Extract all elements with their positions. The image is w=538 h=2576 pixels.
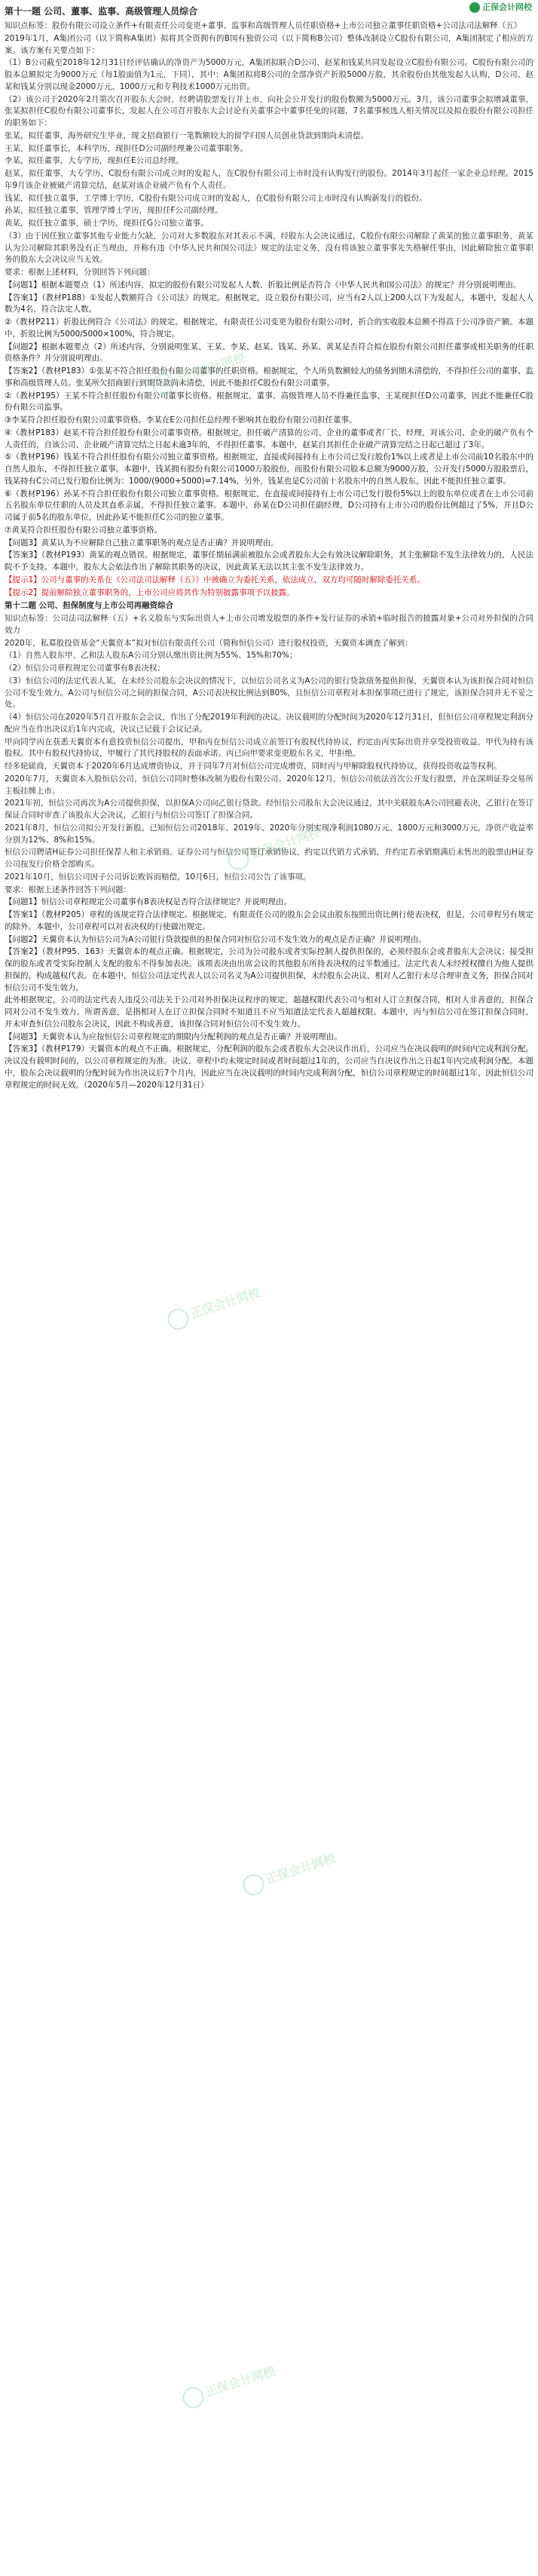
answer-paragraph: 【答案2】（教材P95、163）天翼资本的观点正确。根据规定，公司为公司股东或者实际控制人提供担保的，必须经股东会或者股东大会决议；接受担保的股东或者受实际控制人支配的股东不得参加表决。该项表决由出席会议的其他股东所持表决权的过半数通过。法定代表人未经授权擅自为他人提供担保的，构成越权代表。在本题中，恒信公司法定代表人以公司名义为A公司提供担保，未经股东会决议，相对人乙银行未尽合理审查义务，担保合同对恒信公司不发生效力。 xyxy=(5,947,533,992)
logo-circle-icon xyxy=(469,2,480,13)
body-paragraph: 经多轮磋商，天翼资本于2020年6月达成增资协议，并于同年7月对恒信公司完成增资，同时丙与甲解除股权代持协议，获得投资收益等权利。 xyxy=(5,762,502,771)
question-paragraph: 【问题1】恒信公司章程规定公司董事有8表决权是否符合法律规定？并说明理由。 xyxy=(5,897,292,907)
watermark: 正保会计网校 xyxy=(150,348,248,397)
question-paragraph: 【问题2】根据本题要点（2）所述内容，分别说明张某、王某、李某、赵某、钱某、孙某、黄某是否符合拟在股份有限公司担任董事或相关职务的任职资格条件？并分别说明理由。 xyxy=(5,342,533,363)
body-paragraph: 钱某，拟任独立董事，工学博士学历，C股份有限公司成立时的发起人，在C股份有限公司上市时没有认购新发行的股份。 xyxy=(5,193,427,203)
brand-logo xyxy=(469,2,532,14)
body-paragraph: （3）恒信公司的法定代表人某，在未经公司股东会决议的情况下，以恒信公司名义为A公司的银行贷款债务提供担保，天翼资本认为该担保合同对恒信公司不发生效力。A公司与恒信公司之间的担保合同，A公司表决权比例达到80%，且恒信公司章程对本担保事项已进行了规定，该担保合同并无不妥之处。 xyxy=(5,676,533,710)
body-paragraph: 赵某，拟任董事，大专学历，C股份有限公司成立时的发起人，在C股份有限公司上市时没有认购发行的股份。2014年3月起任一家企业总经理。2015年9月该企业被破产清算完结，赵某对该企业破产负有个人责任。 xyxy=(5,169,533,190)
answer-paragraph: ②（教材P211）折股比例符合《公司法》的规定。根据规定，有限责任公司变更为股份有限公司时，折合的实收股本总额不得高于公司净资产额。本题中，折股比例为5000/5000×100%，符合规定。 xyxy=(5,317,533,339)
answer-paragraph: 【答案3】（教材P193）黄某的观点错误。根据规定，董事任期届满前被股东会或者股东大会有效决议解除职务，其主张解除不发生法律效力的，人民法院不予支持。本题中，股东大会依法作出了解除其职务的决议，因此黄某无法以其主张不发生法律效力。 xyxy=(5,550,533,572)
answer-paragraph: 此外根据规定，公司的法定代表人违反公司法关于公司对外担保决议程序的规定，超越权限代表公司与相对人订立担保合同，相对人非善意的，担保合同对公司不发生效力。所谓善意，是指相对人在订立担保合同时不知道且不应当知道法定代表人超越权限。本题中，丙与恒信公司在签订担保合同时，并未审查恒信公司股东会决议，因此不构成善意，该担保合同对恒信公司不发生效力。 xyxy=(5,995,533,1029)
body-paragraph: 孙某，拟任独立董事，管理学博士学历，现担任F公司副经理。 xyxy=(5,206,223,216)
body-paragraph: （2）恒信公司章程规定公司董事有8表决权； xyxy=(5,664,165,673)
section-title: 第十一题 公司、董事、监事、高级管理人员综合 xyxy=(5,6,198,17)
question-paragraph: 【问题3】天翼资本认为应按恒信公司章程规定的期限内分配利润的观点是否正确？并说明理由。 xyxy=(5,1032,342,1041)
section-heading: 第十二题 公司、担保制度与上市公司再融资综合 xyxy=(5,601,174,611)
body-paragraph: 2021年8月，恒信公司拟公开发行新股。已知恒信公司2018年、2019年、2020年分别实现净利润1080万元、1800万元和3000万元，净资产收益率分别为12%、8%和15%。 xyxy=(5,823,533,845)
answer-paragraph: ⑤（教材P196）钱某不符合担任股份有限公司独立董事资格。根据规定，直接或间接持有上市公司已发行股份1%以上或者是上市公司前10名股东中的自然人股东，不得担任独立董事。本题中，钱某拥有股份有限公司1000万股股份，而股份有限公司股本总额为9000万股，公开发行5000万股股票后，钱某持有C公司已发行股份比例为：1000/(9000+5000)=7.14%，另外，钱某也是C公司前十名股东中的自然人股东，因此不能担任独立董事。 xyxy=(5,452,533,486)
tip-paragraph: 【提示2】提前解除独立董事职务的，上市公司应将其作为特别披露事项予以披露。 xyxy=(5,587,295,597)
answer-paragraph: ⑦黄某符合担任股份有限公司独立董事资格。 xyxy=(5,525,162,535)
body-paragraph: （4）恒信公司在2020年5月召开股东会会议，作出了分配2019年利润的决议。决议载明的分配时间为2020年12月31日，但恒信公司章程规定利润分配应当在作出决议后1年内完成，决议已记载于会议记录。 xyxy=(5,713,533,734)
body-paragraph: 王某，拟任董事长，本科学历，现担任D公司副经理兼公司董事职务。 xyxy=(5,143,249,153)
tip-paragraph: 【提示1】公司与董事的关系在《公司法司法解释（五）》中被确立为委托关系，依法成立，双方均可随时解除委托关系。 xyxy=(5,575,425,584)
body-paragraph: 知识点标签：公司法司法解释（五）+名义股东与实际出资人+上市公司增发股票的条件+发行证券的承销+临时报告的披露对象+公司对外担保的合同效力 xyxy=(5,614,533,635)
body-paragraph: 2020年7月，天翼资本入股恒信公司，恒信公司同时整体改制为股份有限公司。2020年12月，恒信公司依法首次公开发行股票，并在深圳证券交易所主板挂牌上市。 xyxy=(5,774,533,796)
answer-paragraph: 【答案2】（教材P183）①张某不符合担任股份有限公司董事的任职资格。根据规定，个人所负数额较大的债务到期未清偿的，不得担任公司的董事、监事和高级管理人员。张某所欠招商银行到期贷款尚未清偿，因此不能担任C股份有限公司董事。 xyxy=(5,366,533,388)
body-paragraph: （2）该公司于2020年2月第次召开股东大会时，经聘请股票发行并上市，向社会公开发行的股份数额为5000万元。3月，该公司董事会拟增减董事，张某拟担任C股份有限公司董事长，发起人在公司召开股东大会讨论有关董事会中董事任免的问题，7名董事候选人相关情况以及拟在股份有限公司担任的职务如下： xyxy=(5,94,533,127)
body-paragraph: （1）自然人股东甲、乙和法人股东A公司分别认缴出资比例为55%、15%和70%； xyxy=(5,651,298,661)
body-paragraph: 李某，拟任董事，大专学历，现担任E公司总经理。 xyxy=(5,156,184,166)
body-paragraph: 甲向同学丙在获悉天翼资本有意投资恒信公司提出，甲和丙在恒信公司成立前签订有股权代持协议，约定由丙实际出资并享受投资收益，甲代为持有该股权。其中有股权代持协议，甲履行了其代持股权的表面承诺。丙已向甲要求变更股东名义，甲拒绝。 xyxy=(5,737,533,759)
body-paragraph: 要求：根据上述材料，分别回答下列问题： xyxy=(5,268,155,277)
answer-paragraph: 【答案3】（教材P179）天翼资本的观点不正确。根据规定，分配利润的股东会或者股东大会决议作出后，公司应当在决议载明的时间内完成利润分配。决议没有载明时间的，以公司章程规定的为准。决议、章程中均未规定时间或者时间超过1年的，公司应当自决议作出之日起1年内完成利润分配。本题中，股东会决议载明的分配时间为作出决议后7个月内，因此应当在决议载明的时间内完成利润分配，恒信公司章程规定的时间超过1年，因此恒信公司章程规定的时间无效。（2020年5月—2020年12月31日） xyxy=(5,1044,533,1090)
body-paragraph: 2020年，私募股投资基金“天翼资本”拟对恒信有限责任公司（简称恒信公司）进行股权投资，天翼资本调查了解到： xyxy=(5,638,413,648)
answer-paragraph: ④（教材P183）赵某不符合担任股份有限公司董事资格。根据规定，担任破产清算的公司、企业的董事或者厂长、经理，对该公司、企业的破产负有个人责任的，自该公司、企业破产清算完结之日起未逾3年的，不得担任董事。本题中，赵某自其担任企业破产清算完结之日起已超过了3年。 xyxy=(5,428,533,449)
document-body xyxy=(5,20,533,1091)
answer-paragraph: 【答案1】（教材P188）①发起人数额符合《公司法》的规定。根据规定，设立股份有限公司，应当有2人以上200人以下为发起人，本题中，发起人人数为4名，符合法定人数。 xyxy=(5,293,533,314)
body-paragraph: 2021年10月，恒信公司因子公司诉讼败诉而赔偿，10月6日，恒信公司公告了该事项。 xyxy=(5,872,311,882)
watermark: 正保会计网校 xyxy=(180,2361,278,2411)
body-paragraph: 恒信公司聘请H证券公司担任保荐人和主承销商。证券公司与恒信公司签订承销协议，约定以代销方式承销，并约定若承销期满后未售出的股票由H证券公司按发行价格全部购买。 xyxy=(5,848,533,869)
watermark: 正保会计网校 xyxy=(240,1848,338,1898)
body-paragraph: 2021年初，恒信公司再次为A公司提供担保，以担保A公司向乙银行贷款。经恒信公司股东大会决议通过，其中关联股东A公司回避表决，乙银行在签订保证合同时审查了该股东大会决议，乙银行与恒信公司签订了担保合同。 xyxy=(5,799,533,820)
answer-paragraph: 【答案1】（教材P205）章程的该规定符合法律规定。根据规定，有限责任公司的股东会会议由股东按照出资比例行使表决权，但是，公司章程另有规定的除外。本题中，公司章程可以对表决权的行使做出规定。 xyxy=(5,910,533,931)
body-paragraph: （1）B公司截至2018年12月31日经评估确认的净资产为5000万元，A集团拟联合D公司、赵某和钱某共同发起设立C股份有限公司。C股份有限公司的股本总额拟定为9000万元（每1股面值为1元，下同），其中：A集团拟将B公司的全部净资产折股5000万股，其余股份由其他发起人认购，D公司、赵某和钱某分别以现金2000万元、1000万元和专利技术1000万元出资。 xyxy=(5,58,533,91)
body-paragraph: 2019年1月，A集团公司（以下简称A集团）拟将其全资拥有的B国有独资公司（以下简称B公司）整体改制设立C股份有限公司，A集团制定了相应的方案。该方案有关要点如下： xyxy=(5,33,533,55)
body-paragraph: 黄某，拟任独立董事，硕士学历，现担任G公司独立董事。 xyxy=(5,219,209,228)
body-paragraph: 要求：根据上述条件回答下列问题： xyxy=(5,885,131,894)
question-paragraph: 【问题1】根据本题要点（1）所述内容，拟定的股份有限公司发起人人数、折股比例是否符合《中华人民共和国公司法》的规定？并分别说明理由。 xyxy=(5,280,521,290)
question-paragraph: 【问题3】黄某认为不应解除自己独立董事职务的观点是否正确？并说明理由。 xyxy=(5,538,279,547)
answer-paragraph: ②（教材P195）王某不符合担任股份有限公司董事长资格。根据规定，董事、高级管理人员不得兼任监事，王某现担任D公司董事，因此不能兼任C股份有限公司监事。 xyxy=(5,391,533,412)
answer-paragraph: ⑥（教材P196）孙某不符合担任股份有限公司独立董事资格。根据规定，在直接或间接持有上市公司已发行股份5%以上的股东单位或者在上市公司前五名股东单位任职的人员及其直系亲属，不得担任独立董事。本题中，孙某在D公司担任副经理，D公司持有上市公司的股份比例超过了5%，并且D公司属于前5名的股东单位，因此孙某不能担任C公司的独立董事。 xyxy=(5,489,533,522)
logo-text: 正保会计网校 xyxy=(482,2,532,12)
body-paragraph: 张某，拟任董事，海外研究生毕业，现文招商银行一笔数额较大的留学归国人员创业贷款到期尚未清偿。 xyxy=(5,130,368,140)
answer-paragraph: ③李某符合担任股份有限公司董事资格。李某在E公司担任总经理不影响其在股份有限公司担任董事。 xyxy=(5,416,357,425)
question-paragraph: 【问题2】天翼资本认为恒信公司为A公司银行贷款提供的担保合同对恒信公司不发生效力的观点是否正确？并说明理由。 xyxy=(5,934,426,944)
body-paragraph: 知识点标签：股份有限公司设立条件+有限责任公司变更+董事、监事和高级管理人员任职资格+上市公司独立董事任职资格+公司法司法解释（五） xyxy=(5,21,522,30)
document-page xyxy=(0,0,538,1096)
watermark: 正保会计网校 xyxy=(225,823,323,872)
body-paragraph: （3）由于因任独立董事其他专业能力欠缺，公司对大多数股东对其表示不满，经股东大会决议通过，C股份有限公司解除了黄某的独立董事职务，黄某认为公司解除其职务没有正当理由，并称有违《中华人民共和国公司法》规定的法定义务，没有将该独立董事事先失格解任事由，因此解除独立董事职务的股东大会决议应当无效。 xyxy=(5,231,533,265)
watermark: 正保会计网校 xyxy=(165,1283,263,1332)
